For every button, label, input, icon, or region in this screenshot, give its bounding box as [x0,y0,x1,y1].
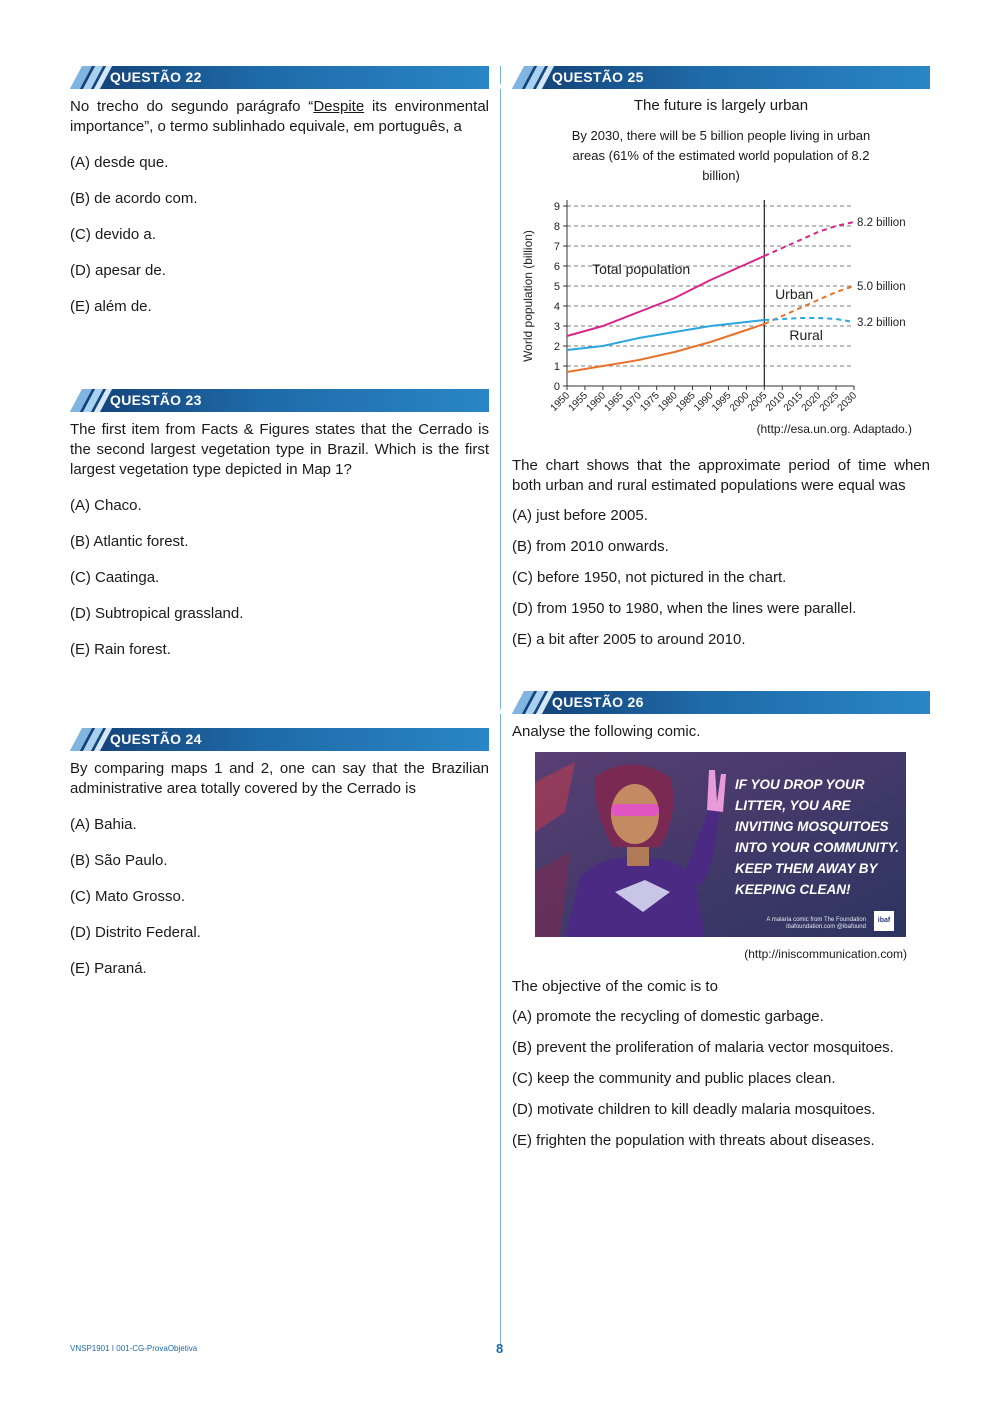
option-d[interactable]: (D) from 1950 to 1980, when the lines were parallel. [512,600,857,617]
y-tick-label: 7 [553,241,560,253]
malaria-comic-image [535,752,906,937]
option-e[interactable]: (E) além de. [70,298,152,315]
x-tick-label: 1960 [584,390,608,414]
chart-title: The future is largely urban [633,97,809,114]
underlined-term: Despite [313,98,365,115]
comic-credit: A malaria comic from The Foundation ibafoundation.com @ibafound [766,917,866,930]
x-tick-label: 1980 [656,390,680,414]
x-tick-label: 2020 [799,390,824,414]
y-tick-label: 6 [553,261,560,273]
question-23-label: QUESTÃO 23 [110,392,202,408]
x-tick-label: 1970 [620,390,644,414]
option-b[interactable]: (B) from 2010 onwards. [512,538,669,555]
x-tick-label: 1995 [710,390,734,414]
series-name-label: Rural [789,327,823,343]
x-tick-label: 1975 [638,390,662,414]
series-name-label: Urban [775,286,814,302]
left-column [70,66,489,995]
question-25-text: The chart shows that the approximate period of time when both urban and rural estimated populations were equal was [512,457,930,494]
foundation-logo: ibaf [874,911,894,931]
option-d[interactable]: (D) Distrito Federal. [70,924,201,941]
option-d[interactable]: (D) motivate children to kill deadly malaria mosquitoes. [512,1101,876,1118]
option-a[interactable]: (A) promote the recycling of domestic garbage. [512,1008,824,1025]
question-23-header [70,389,489,412]
option-c[interactable]: (C) Mato Grosso. [70,888,186,905]
question-25-label: QUESTÃO 25 [552,69,644,85]
option-d[interactable]: (D) apesar de. [70,262,166,279]
x-tick-label: 2030 [835,390,860,414]
x-tick-label: 1990 [692,390,716,414]
question-25-header [512,66,930,89]
y-tick-label: 0 [553,381,560,393]
series-line-1 [567,324,764,372]
option-c[interactable]: (C) Caatinga. [70,569,160,586]
option-a[interactable]: (A) Chaco. [70,497,142,514]
option-a[interactable]: (A) desde que. [70,154,169,171]
y-tick-label: 8 [553,221,560,233]
page-number: 8 [496,1341,504,1356]
y-axis-label: World population (billion) [521,230,535,362]
option-e[interactable]: (E) Rain forest. [70,641,171,658]
chart-source: (http://esa.un.org. Adaptado.) [756,422,912,436]
chart-subtitle: By 2030, there will be 5 billion people living in urban areas (61% of the estimated world population of 8.2 billion) [571,128,871,183]
question-26-text: The objective of the comic is to [512,978,718,995]
question-23-text: The first item from Facts & Figures states that the Cerrado is the second largest vegetation type in Brazil. Which is the first largest vegetation type depicted in Map 1? [70,421,489,478]
option-c[interactable]: (C) before 1950, not pictured in the chart. [512,569,787,586]
right-column [512,66,930,1162]
series-end-label: 8.2 billion [857,217,906,229]
question-26-intro: Analyse the following comic. [512,723,701,740]
x-tick-label: 1965 [602,390,626,414]
series-line-2 [567,320,764,350]
question-24-label: QUESTÃO 24 [110,731,202,747]
x-tick-label: 2015 [781,390,806,414]
series-end-label: 5.0 billion [857,281,906,293]
series-projection-0 [764,222,854,256]
x-tick-label: 2010 [763,390,788,414]
x-tick-label: 1955 [566,390,591,414]
y-tick-label: 1 [553,361,560,373]
y-tick-label: 2 [553,341,560,353]
series-name-label: Total population [592,261,691,277]
option-b[interactable]: (B) prevent the proliferation of malaria vector mosquitoes. [512,1039,894,1056]
x-tick-label: 2025 [817,390,842,414]
y-tick-label: 9 [553,201,560,213]
option-b[interactable]: (B) de acordo com. [70,190,198,207]
option-a[interactable]: (A) Bahia. [70,816,137,833]
option-b[interactable]: (B) Atlantic forest. [70,533,189,550]
question-26-label: QUESTÃO 26 [552,694,644,710]
comic-caption: IF YOU DROP YOUR LITTER, YOU ARE INVITING MOSQUITOES INTO YOUR COMMUNITY. KEEP THEM AWAY BY KEEPING CLEAN! [735,777,900,897]
question-24-header [70,728,489,751]
option-e[interactable]: (E) frighten the population with threats about diseases. [512,1132,875,1149]
question-22-label: QUESTÃO 22 [110,69,202,85]
question-24-text: By comparing maps 1 and 2, one can say that the Brazilian administrative area totally covered by the Cerrado is [70,760,489,797]
comic-source: (http://iniscommunication.com) [744,947,907,961]
x-tick-label: 2005 [745,390,770,414]
question-22-header [70,66,489,89]
question-22-text: No trecho do segundo parágrafo “Despite its environmental importance”, o termo sublinhado equivale, em português, a [70,98,489,135]
option-c[interactable]: (C) devido a. [70,226,156,243]
option-e[interactable]: (E) a bit after 2005 to around 2010. [512,631,746,648]
y-tick-label: 4 [553,301,560,313]
option-c[interactable]: (C) keep the community and public places clean. [512,1070,836,1087]
option-d[interactable]: (D) Subtropical grassland. [70,605,244,622]
y-tick-label: 5 [553,281,560,293]
question-26-header [512,691,930,714]
x-tick-label: 2000 [727,390,752,414]
series-projection-2 [764,318,854,322]
option-e[interactable]: (E) Paraná. [70,960,147,977]
option-b[interactable]: (B) São Paulo. [70,852,168,869]
population-chart [512,186,930,422]
option-a[interactable]: (A) just before 2005. [512,507,648,524]
series-end-label: 3.2 billion [857,317,906,329]
x-tick-label: 1950 [548,390,573,414]
y-tick-label: 3 [553,321,560,333]
footer-code: VNSP1901 I 001-CG-ProvaObjetiva [70,1344,198,1353]
x-tick-label: 1985 [674,390,698,414]
